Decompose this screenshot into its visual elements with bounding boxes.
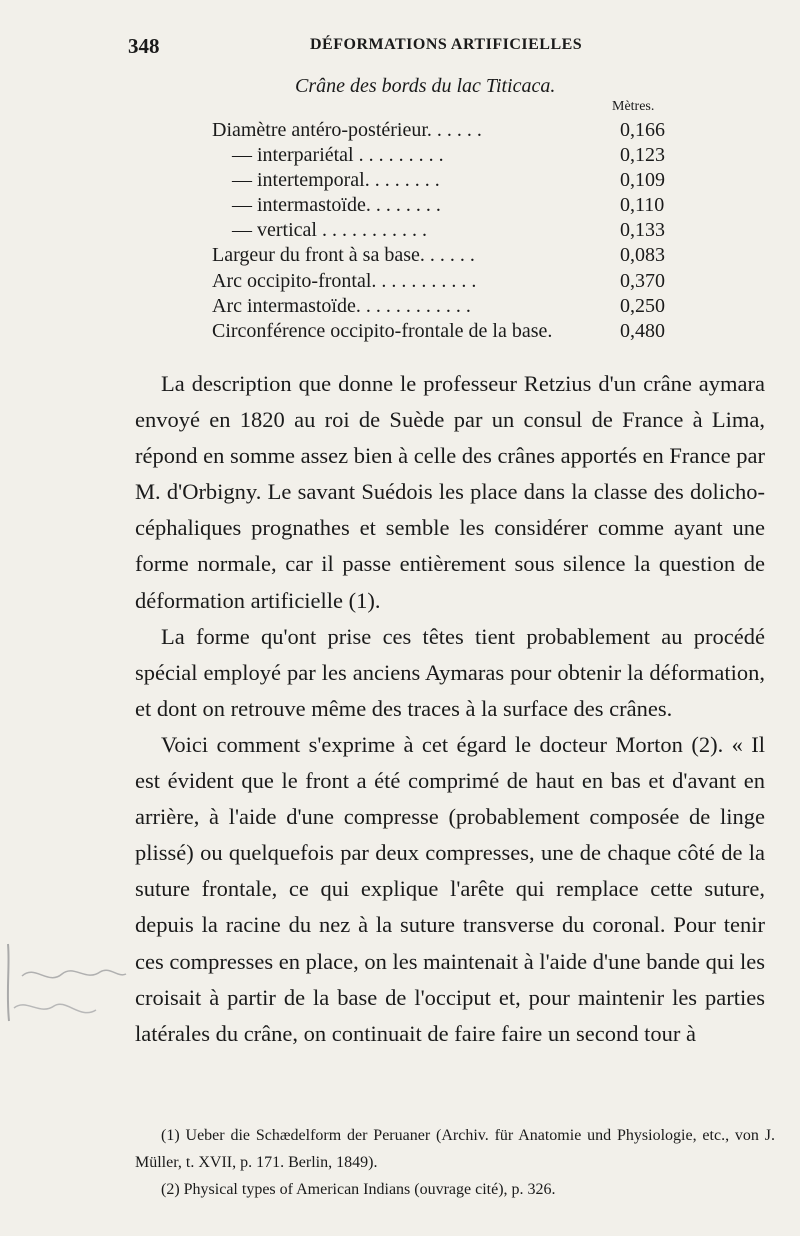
measurement-label: — interpariétal . . . . . . . . .	[232, 144, 444, 166]
table-title: Crâne des bords du lac Titicaca.	[295, 75, 556, 97]
measurement-value: 0,083	[620, 244, 665, 266]
measurement-value: 0,166	[620, 119, 665, 141]
measurement-value: 0,109	[620, 169, 665, 191]
measurement-value: 0,480	[620, 320, 665, 342]
measurement-label: — intermastoïde. . . . . . . .	[232, 194, 441, 216]
measurement-value: 0,123	[620, 144, 665, 166]
measurement-value: 0,250	[620, 295, 665, 317]
measurement-row	[212, 244, 682, 268]
measurement-label: Largeur du front à sa base. . . . . .	[212, 244, 475, 266]
unit-label: Mètres.	[612, 99, 655, 114]
measurement-row	[212, 169, 682, 193]
measurement-label: — intertemporal. . . . . . . .	[232, 169, 440, 191]
measurement-row	[212, 270, 682, 294]
measurement-label: Diamètre antéro-postérieur. . . . . .	[212, 119, 482, 141]
measurement-label: Circonférence occipito-frontale de la base.	[212, 320, 553, 342]
measurement-row	[212, 219, 682, 243]
measurement-value: 0,370	[620, 270, 665, 292]
paragraph: La forme qu'ont prise ces têtes tient probablement au procédé spécial employé par les anciens Aymaras pour obtenir la déformation, et dont on retrouve même des traces à la surface des crânes.	[135, 623, 765, 721]
measurement-row	[212, 144, 682, 168]
measurement-label: Arc intermastoïde. . . . . . . . . . . .	[212, 295, 471, 317]
measurement-row	[212, 295, 682, 319]
measurement-label: — vertical . . . . . . . . . . .	[232, 219, 427, 241]
paragraph: Voici comment s'exprime à cet égard le docteur Morton (2). « Il est évident que le front a été comprimé de haut en bas et d'avant en arrière, à l'aide d'une compresse (probablement composée de linge plissé) ou quelquefois par deux compresses, une de chaque côté de la suture frontale, ce qui explique l'arête qui remplace cette suture, depuis la racine du nez à la suture transverse du coronal. Pour tenir ces compresses en place, on les maintenait à l'aide d'une bande qui les croisait à partir de la base de l'occiput et, pour maintenir les parties latérales du crâne, on continuait de faire faire un second tour à	[135, 731, 765, 1046]
measurement-row	[212, 320, 682, 344]
footnotes	[135, 1122, 775, 1203]
body-text	[135, 366, 765, 1052]
measurement-row	[212, 194, 682, 218]
page-number: 348	[128, 34, 160, 58]
measurement-label: Arc occipito-frontal. . . . . . . . . . .	[212, 270, 477, 292]
measurement-row	[212, 119, 682, 143]
footnote: (1) Ueber die Schædelform der Peruaner (Archiv. für Anatomie und Physiologie, etc., von J. Müller, t. XVII, p. 171. Berlin, 1849).	[135, 1127, 775, 1171]
footnote: (2) Physical types of American Indians (ouvrage cité), p. 326.	[161, 1181, 556, 1198]
paragraph: La description que donne le professeur Retzius d'un crâne aymara envoyé en 1820 au roi de Suède par un consul de France à Lima, répond en somme assez bien à celle des crânes apportés en France par M. d'Orbigny. Le savant Suédois les place dans la classe des dolicho-céphaliques prognathes et semble les considérer comme ayant une forme normale, car il passe entièrement sous silence la question de déformation artificielle (1).	[135, 371, 765, 613]
measurement-value: 0,110	[620, 194, 665, 216]
measurement-value: 0,133	[620, 219, 665, 241]
page-header	[128, 34, 778, 64]
running-title: DÉFORMATIONS ARTIFICIELLES	[310, 36, 583, 53]
handwritten-margin-note	[0, 936, 130, 1046]
